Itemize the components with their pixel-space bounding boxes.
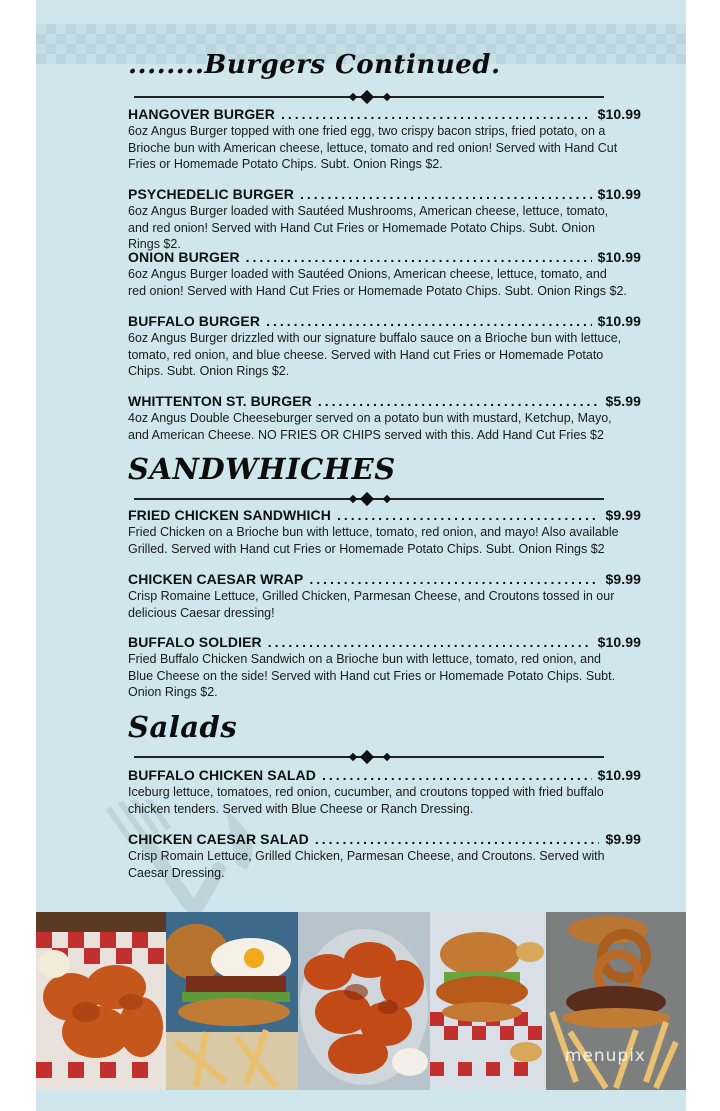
item-description: 4oz Angus Double Cheeseburger served on a potato bun with mustard, Ketchup, Mayo, and American Cheese. NO FRIES OR CHIPS served with this. Add Hand Cut Fries $2 [128, 411, 612, 442]
item-name: BUFFALO CHICKEN SALAD [128, 767, 316, 783]
item-price: $9.99 [605, 571, 641, 587]
item-price: $10.99 [597, 313, 641, 329]
section-title-salads: Salads [128, 710, 238, 744]
item-name: FRIED CHICKEN SANDWHICH [128, 507, 331, 523]
menu-item [128, 313, 641, 380]
item-price: $9.99 [605, 507, 641, 523]
section-divider [134, 751, 604, 763]
item-price: $10.99 [597, 634, 641, 650]
menu-item [128, 831, 641, 881]
photo-chicken-sandwich [430, 912, 546, 1090]
item-price: $10.99 [597, 767, 641, 783]
diamond-divider-icon [360, 492, 374, 506]
diamond-divider-icon [360, 750, 374, 764]
item-description: Crisp Romaine Lettuce, Grilled Chicken, Parmesan Cheese, and Croutons tossed in our delicious Caesar dressing! [128, 589, 615, 620]
item-description: Fried Chicken on a Brioche bun with lettuce, tomato, red onion, and mayo! Also available Grilled. Served with Hand cut Fries or Homemade Potato Chips. Subt. Onion Rings $2 [128, 525, 619, 556]
menu-item [128, 507, 641, 557]
food-photo-strip [36, 912, 686, 1090]
item-name: BUFFALO BURGER [128, 313, 261, 329]
item-name: PSYCHEDELIC BURGER [128, 186, 294, 202]
menu-item [128, 767, 641, 817]
menu-item [128, 106, 641, 173]
item-price: $5.99 [605, 393, 641, 409]
photo-buffalo-wings [298, 912, 430, 1090]
item-name: BUFFALO SOLDIER [128, 634, 262, 650]
photo-onion-ring-burger [546, 912, 686, 1090]
item-name: CHICKEN CAESAR SALAD [128, 831, 309, 847]
menu-item [128, 571, 641, 621]
item-description: Fried Buffalo Chicken Sandwich on a Brioche bun with lettuce, tomato, red onion, and Blue Cheese on the side! Served with Hand cut Fries or Homemade Potato Chips. Subt. Onion Rings $2. [128, 652, 616, 700]
item-name: WHITTENTON ST. BURGER [128, 393, 312, 409]
watermark: menupix [564, 1046, 646, 1066]
item-description: Crisp Romain Lettuce, Grilled Chicken, Parmesan Cheese, and Croutons. Served with Caesar Dressing. [128, 849, 605, 880]
section-divider [134, 493, 604, 505]
item-name: CHICKEN CAESAR WRAP [128, 571, 304, 587]
item-price: $10.99 [597, 106, 641, 122]
item-price: $10.99 [597, 186, 641, 202]
item-description: 6oz Angus Burger loaded with Sautéed Onions, American cheese, lettuce, tomato, and red onion! Served with Hand Cut Fries or Homemade Potato Chips. Subt. Onion Rings $2. [128, 267, 627, 298]
menu-item [128, 186, 641, 253]
item-description: 6oz Angus Burger drizzled with our signature buffalo sauce on a Brioche bun with lettuce, tomato, red onion, and blue cheese. Served with Hand cut Fries or Homemade Potato Chips. Subt. Onion Rings $2. [128, 331, 622, 379]
item-name: HANGOVER BURGER [128, 106, 275, 122]
item-price: $9.99 [605, 831, 641, 847]
menu-item [128, 249, 641, 299]
section-title-burgers: ........Burgers Continued. [128, 50, 501, 80]
item-description: Iceburg lettuce, tomatoes, red onion, cucumber, and croutons topped with fried buffalo chicken tenders. Served with Blue Cheese or Ranch Dressing. [128, 785, 604, 816]
menu-item [128, 634, 641, 701]
section-title-sandwiches: SANDWHICHES [128, 452, 396, 486]
photo-hangover-burger [166, 912, 298, 1090]
photo-chicken-wings-basket [36, 912, 166, 1090]
item-name: ONION BURGER [128, 249, 240, 265]
menu-item [128, 393, 641, 443]
item-description: 6oz Angus Burger topped with one fried egg, two crispy bacon strips, fried potato, on a Brioche bun with American cheese, lettuce, tomato and red onion! Served with Hand Cut Fries or Homemade Potato Chips. Subt. Onion Rings $2. [128, 124, 618, 172]
diamond-divider-icon [360, 90, 374, 104]
item-description: 6oz Angus Burger loaded with Sautéed Mushrooms, American cheese, lettuce, tomato, and red onion! Served with Hand Cut Fries or Homemade Potato Chips. Subt. Onion Rings $2. [128, 204, 609, 252]
item-price: $10.99 [597, 249, 641, 265]
section-divider [134, 91, 604, 103]
